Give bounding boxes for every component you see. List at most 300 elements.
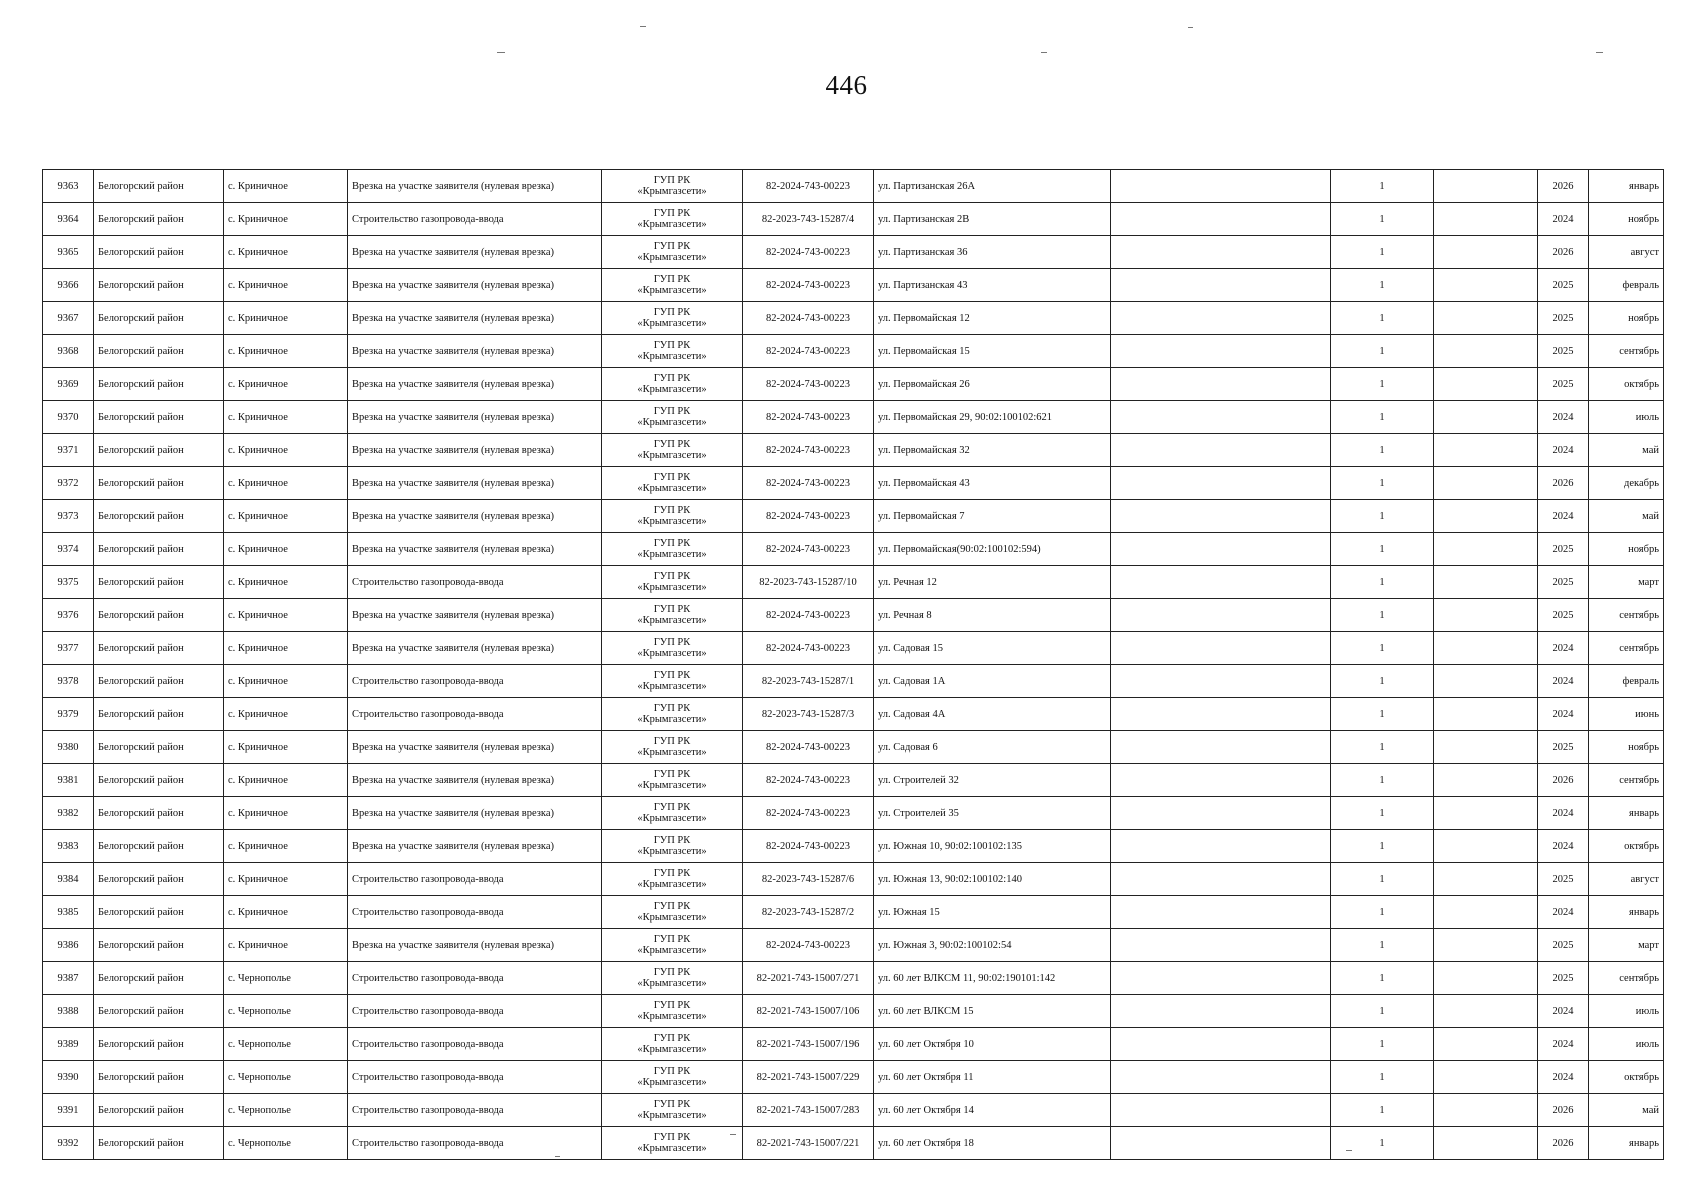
organization-cell bbox=[602, 500, 743, 533]
organization-brand: «Крымгазсети» bbox=[637, 351, 707, 362]
organization-name: ГУП РК bbox=[653, 406, 691, 417]
organization-name: ГУП РК bbox=[653, 538, 691, 549]
month-cell: ноябрь bbox=[1589, 533, 1664, 566]
organization-brand: «Крымгазсети» bbox=[637, 186, 707, 197]
month-cell: август bbox=[1589, 863, 1664, 896]
work-type-cell: Врезка на участке заявителя (нулевая врезка) bbox=[348, 929, 602, 962]
work-type-cell: Строительство газопровода-ввода bbox=[348, 665, 602, 698]
organization-name: ГУП РК bbox=[653, 1000, 691, 1011]
village-cell: с. Криничное bbox=[224, 368, 348, 401]
year-cell: 2025 bbox=[1538, 599, 1589, 632]
address-cell: ул. Первомайская 26 bbox=[874, 368, 1111, 401]
organization-cell bbox=[602, 170, 743, 203]
village-cell: с. Криничное bbox=[224, 236, 348, 269]
month-cell: сентябрь bbox=[1589, 764, 1664, 797]
empty-cell bbox=[1111, 566, 1331, 599]
organization-cell bbox=[602, 599, 743, 632]
organization-brand: «Крымгазсети» bbox=[637, 714, 707, 725]
organization-cell bbox=[602, 401, 743, 434]
empty-cell bbox=[1434, 236, 1538, 269]
row-number: 9376 bbox=[43, 599, 94, 632]
document-number-cell: 82-2023-743-15287/6 bbox=[743, 863, 874, 896]
work-type-cell: Врезка на участке заявителя (нулевая врезка) bbox=[348, 467, 602, 500]
month-cell: июль bbox=[1589, 995, 1664, 1028]
table-row bbox=[43, 698, 1664, 731]
empty-cell bbox=[1434, 302, 1538, 335]
table-row bbox=[43, 764, 1664, 797]
table-row bbox=[43, 335, 1664, 368]
address-cell: ул. Партизанская 36 bbox=[874, 236, 1111, 269]
organization-brand: «Крымгазсети» bbox=[637, 417, 707, 428]
organization-brand: «Крымгазсети» bbox=[637, 681, 707, 692]
address-cell: ул. Первомайская 15 bbox=[874, 335, 1111, 368]
row-number: 9380 bbox=[43, 731, 94, 764]
row-number: 9367 bbox=[43, 302, 94, 335]
row-number: 9378 bbox=[43, 665, 94, 698]
quantity-cell: 1 bbox=[1331, 995, 1434, 1028]
table-row bbox=[43, 1028, 1664, 1061]
work-type-cell: Врезка на участке заявителя (нулевая врезка) bbox=[348, 269, 602, 302]
empty-cell bbox=[1111, 236, 1331, 269]
table-row bbox=[43, 995, 1664, 1028]
organization-name: ГУП РК bbox=[653, 802, 691, 813]
district-cell: Белогорский район bbox=[94, 896, 224, 929]
organization-brand: «Крымгазсети» bbox=[637, 1011, 707, 1022]
row-number: 9371 bbox=[43, 434, 94, 467]
work-type-cell: Строительство газопровода-ввода bbox=[348, 698, 602, 731]
document-number-cell: 82-2023-743-15287/2 bbox=[743, 896, 874, 929]
organization-cell bbox=[602, 698, 743, 731]
table-row bbox=[43, 665, 1664, 698]
scan-speck bbox=[640, 26, 646, 27]
organization-name: ГУП РК bbox=[653, 505, 691, 516]
table-row bbox=[43, 599, 1664, 632]
work-type-cell: Врезка на участке заявителя (нулевая врезка) bbox=[348, 632, 602, 665]
year-cell: 2025 bbox=[1538, 962, 1589, 995]
organization-cell bbox=[602, 1028, 743, 1061]
table-row bbox=[43, 1094, 1664, 1127]
organization-brand: «Крымгазсети» bbox=[637, 648, 707, 659]
empty-cell bbox=[1434, 929, 1538, 962]
organization-cell bbox=[602, 863, 743, 896]
quantity-cell: 1 bbox=[1331, 566, 1434, 599]
district-cell: Белогорский район bbox=[94, 1094, 224, 1127]
organization-brand: «Крымгазсети» bbox=[637, 516, 707, 527]
table-row bbox=[43, 434, 1664, 467]
year-cell: 2025 bbox=[1538, 929, 1589, 962]
address-cell: ул. Партизанская 2В bbox=[874, 203, 1111, 236]
organization-name: ГУП РК bbox=[653, 307, 691, 318]
empty-cell bbox=[1111, 830, 1331, 863]
district-cell: Белогорский район bbox=[94, 731, 224, 764]
organization-cell bbox=[602, 269, 743, 302]
work-type-cell: Врезка на участке заявителя (нулевая врезка) bbox=[348, 401, 602, 434]
month-cell: июль bbox=[1589, 401, 1664, 434]
quantity-cell: 1 bbox=[1331, 665, 1434, 698]
organization-name: ГУП РК bbox=[653, 175, 691, 186]
organization-brand: «Крымгазсети» bbox=[637, 483, 707, 494]
empty-cell bbox=[1111, 500, 1331, 533]
district-cell: Белогорский район bbox=[94, 500, 224, 533]
quantity-cell: 1 bbox=[1331, 533, 1434, 566]
empty-cell bbox=[1111, 434, 1331, 467]
year-cell: 2025 bbox=[1538, 533, 1589, 566]
table-row bbox=[43, 962, 1664, 995]
quantity-cell: 1 bbox=[1331, 500, 1434, 533]
organization-cell bbox=[602, 1061, 743, 1094]
empty-cell bbox=[1111, 731, 1331, 764]
district-cell: Белогорский район bbox=[94, 698, 224, 731]
table-row bbox=[43, 236, 1664, 269]
year-cell: 2024 bbox=[1538, 500, 1589, 533]
address-cell: ул. Первомайская 12 bbox=[874, 302, 1111, 335]
month-cell: ноябрь bbox=[1589, 731, 1664, 764]
quantity-cell: 1 bbox=[1331, 434, 1434, 467]
document-number-cell: 82-2021-743-15007/271 bbox=[743, 962, 874, 995]
district-cell: Белогорский район bbox=[94, 863, 224, 896]
organization-brand: «Крымгазсети» bbox=[637, 549, 707, 560]
work-type-cell: Врезка на участке заявителя (нулевая врезка) bbox=[348, 533, 602, 566]
document-number-cell: 82-2024-743-00223 bbox=[743, 368, 874, 401]
organization-name: ГУП РК bbox=[653, 241, 691, 252]
district-cell: Белогорский район bbox=[94, 236, 224, 269]
table-row bbox=[43, 401, 1664, 434]
district-cell: Белогорский район bbox=[94, 797, 224, 830]
village-cell: с. Криничное bbox=[224, 698, 348, 731]
address-cell: ул. Садовая 4А bbox=[874, 698, 1111, 731]
village-cell: с. Криничное bbox=[224, 896, 348, 929]
village-cell: с. Криничное bbox=[224, 533, 348, 566]
document-number-cell: 82-2024-743-00223 bbox=[743, 830, 874, 863]
work-type-cell: Врезка на участке заявителя (нулевая врезка) bbox=[348, 764, 602, 797]
work-type-cell: Строительство газопровода-ввода bbox=[348, 1127, 602, 1160]
work-type-cell: Строительство газопровода-ввода bbox=[348, 566, 602, 599]
quantity-cell: 1 bbox=[1331, 203, 1434, 236]
row-number: 9388 bbox=[43, 995, 94, 1028]
address-cell: ул. Первомайская 32 bbox=[874, 434, 1111, 467]
month-cell: март bbox=[1589, 929, 1664, 962]
district-cell: Белогорский район bbox=[94, 335, 224, 368]
organization-name: ГУП РК bbox=[653, 835, 691, 846]
district-cell: Белогорский район bbox=[94, 1127, 224, 1160]
empty-cell bbox=[1111, 929, 1331, 962]
row-number: 9363 bbox=[43, 170, 94, 203]
address-cell: ул. Садовая 6 bbox=[874, 731, 1111, 764]
scan-speck bbox=[497, 52, 505, 53]
organization-brand: «Крымгазсети» bbox=[637, 1110, 707, 1121]
organization-brand: «Крымгазсети» bbox=[637, 615, 707, 626]
empty-cell bbox=[1434, 1061, 1538, 1094]
address-cell: ул. Садовая 15 bbox=[874, 632, 1111, 665]
empty-cell bbox=[1111, 863, 1331, 896]
village-cell: с. Криничное bbox=[224, 764, 348, 797]
organization-cell bbox=[602, 1094, 743, 1127]
month-cell: январь bbox=[1589, 1127, 1664, 1160]
quantity-cell: 1 bbox=[1331, 698, 1434, 731]
address-cell: ул. Южная 10, 90:02:100102:135 bbox=[874, 830, 1111, 863]
work-type-cell: Строительство газопровода-ввода bbox=[348, 863, 602, 896]
year-cell: 2024 bbox=[1538, 1028, 1589, 1061]
empty-cell bbox=[1434, 434, 1538, 467]
empty-cell bbox=[1434, 995, 1538, 1028]
row-number: 9369 bbox=[43, 368, 94, 401]
document-number-cell: 82-2024-743-00223 bbox=[743, 269, 874, 302]
organization-name: ГУП РК bbox=[653, 1132, 691, 1143]
district-cell: Белогорский район bbox=[94, 302, 224, 335]
village-cell: с. Криничное bbox=[224, 929, 348, 962]
organization-name: ГУП РК bbox=[653, 703, 691, 714]
work-type-cell: Врезка на участке заявителя (нулевая врезка) bbox=[348, 500, 602, 533]
address-cell: ул. 60 лет Октября 18 bbox=[874, 1127, 1111, 1160]
empty-cell bbox=[1111, 269, 1331, 302]
village-cell: с. Криничное bbox=[224, 599, 348, 632]
month-cell: март bbox=[1589, 566, 1664, 599]
gas-connection-table bbox=[42, 169, 1664, 1160]
quantity-cell: 1 bbox=[1331, 236, 1434, 269]
district-cell: Белогорский район bbox=[94, 665, 224, 698]
work-type-cell: Врезка на участке заявителя (нулевая врезка) bbox=[348, 368, 602, 401]
row-number: 9391 bbox=[43, 1094, 94, 1127]
work-type-cell: Врезка на участке заявителя (нулевая врезка) bbox=[348, 599, 602, 632]
table-row bbox=[43, 302, 1664, 335]
quantity-cell: 1 bbox=[1331, 170, 1434, 203]
organization-brand: «Крымгазсети» bbox=[637, 813, 707, 824]
row-number: 9381 bbox=[43, 764, 94, 797]
empty-cell bbox=[1434, 896, 1538, 929]
month-cell: сентябрь bbox=[1589, 599, 1664, 632]
year-cell: 2026 bbox=[1538, 170, 1589, 203]
empty-cell bbox=[1111, 533, 1331, 566]
month-cell: июнь bbox=[1589, 698, 1664, 731]
document-number-cell: 82-2024-743-00223 bbox=[743, 335, 874, 368]
address-cell: ул. Первомайская 7 bbox=[874, 500, 1111, 533]
quantity-cell: 1 bbox=[1331, 1061, 1434, 1094]
document-number-cell: 82-2024-743-00223 bbox=[743, 731, 874, 764]
year-cell: 2024 bbox=[1538, 995, 1589, 1028]
document-number-cell: 82-2024-743-00223 bbox=[743, 302, 874, 335]
empty-cell bbox=[1434, 665, 1538, 698]
document-number-cell: 82-2024-743-00223 bbox=[743, 533, 874, 566]
row-number: 9383 bbox=[43, 830, 94, 863]
table-row bbox=[43, 731, 1664, 764]
document-number-cell: 82-2024-743-00223 bbox=[743, 236, 874, 269]
row-number: 9372 bbox=[43, 467, 94, 500]
document-number-cell: 82-2021-743-15007/221 bbox=[743, 1127, 874, 1160]
organization-name: ГУП РК bbox=[653, 439, 691, 450]
quantity-cell: 1 bbox=[1331, 335, 1434, 368]
empty-cell bbox=[1111, 698, 1331, 731]
organization-cell bbox=[602, 896, 743, 929]
organization-brand: «Крымгазсети» bbox=[637, 219, 707, 230]
quantity-cell: 1 bbox=[1331, 731, 1434, 764]
quantity-cell: 1 bbox=[1331, 269, 1434, 302]
address-cell: ул. Речная 12 bbox=[874, 566, 1111, 599]
quantity-cell: 1 bbox=[1331, 1127, 1434, 1160]
organization-name: ГУП РК bbox=[653, 934, 691, 945]
empty-cell bbox=[1434, 170, 1538, 203]
document-number-cell: 82-2021-743-15007/229 bbox=[743, 1061, 874, 1094]
month-cell: январь bbox=[1589, 896, 1664, 929]
work-type-cell: Врезка на участке заявителя (нулевая врезка) bbox=[348, 830, 602, 863]
organization-name: ГУП РК bbox=[653, 571, 691, 582]
address-cell: ул. 60 лет ВЛКСМ 11, 90:02:190101:142 bbox=[874, 962, 1111, 995]
empty-cell bbox=[1434, 500, 1538, 533]
scan-speck bbox=[730, 1134, 736, 1135]
organization-cell bbox=[602, 434, 743, 467]
organization-cell bbox=[602, 368, 743, 401]
quantity-cell: 1 bbox=[1331, 1094, 1434, 1127]
year-cell: 2025 bbox=[1538, 269, 1589, 302]
document-number-cell: 82-2024-743-00223 bbox=[743, 599, 874, 632]
quantity-cell: 1 bbox=[1331, 962, 1434, 995]
organization-name: ГУП РК bbox=[653, 604, 691, 615]
organization-cell bbox=[602, 632, 743, 665]
organization-name: ГУП РК bbox=[653, 1066, 691, 1077]
village-cell: с. Криничное bbox=[224, 467, 348, 500]
quantity-cell: 1 bbox=[1331, 302, 1434, 335]
row-number: 9370 bbox=[43, 401, 94, 434]
year-cell: 2025 bbox=[1538, 335, 1589, 368]
district-cell: Белогорский район bbox=[94, 170, 224, 203]
empty-cell bbox=[1434, 467, 1538, 500]
organization-cell bbox=[602, 467, 743, 500]
empty-cell bbox=[1111, 599, 1331, 632]
month-cell: сентябрь bbox=[1589, 962, 1664, 995]
organization-cell bbox=[602, 797, 743, 830]
district-cell: Белогорский район bbox=[94, 1061, 224, 1094]
address-cell: ул. 60 лет Октября 11 bbox=[874, 1061, 1111, 1094]
row-number: 9387 bbox=[43, 962, 94, 995]
row-number: 9392 bbox=[43, 1127, 94, 1160]
month-cell: ноябрь bbox=[1589, 302, 1664, 335]
address-cell: ул. Садовая 1А bbox=[874, 665, 1111, 698]
table-row bbox=[43, 500, 1664, 533]
empty-cell bbox=[1111, 335, 1331, 368]
village-cell: с. Чернополье bbox=[224, 1028, 348, 1061]
quantity-cell: 1 bbox=[1331, 929, 1434, 962]
row-number: 9374 bbox=[43, 533, 94, 566]
organization-cell bbox=[602, 764, 743, 797]
row-number: 9364 bbox=[43, 203, 94, 236]
month-cell: февраль bbox=[1589, 665, 1664, 698]
scan-speck bbox=[1346, 1150, 1352, 1151]
table-row bbox=[43, 1061, 1664, 1094]
organization-brand: «Крымгазсети» bbox=[637, 780, 707, 791]
district-cell: Белогорский район bbox=[94, 566, 224, 599]
organization-brand: «Крымгазсети» bbox=[637, 1143, 707, 1154]
organization-brand: «Крымгазсети» bbox=[637, 747, 707, 758]
year-cell: 2024 bbox=[1538, 830, 1589, 863]
month-cell: май bbox=[1589, 1094, 1664, 1127]
empty-cell bbox=[1434, 566, 1538, 599]
empty-cell bbox=[1111, 665, 1331, 698]
village-cell: с. Криничное bbox=[224, 863, 348, 896]
table-row bbox=[43, 566, 1664, 599]
year-cell: 2024 bbox=[1538, 203, 1589, 236]
village-cell: с. Чернополье bbox=[224, 995, 348, 1028]
empty-cell bbox=[1111, 1028, 1331, 1061]
table-row bbox=[43, 929, 1664, 962]
document-number-cell: 82-2024-743-00223 bbox=[743, 632, 874, 665]
work-type-cell: Строительство газопровода-ввода bbox=[348, 962, 602, 995]
district-cell: Белогорский район bbox=[94, 401, 224, 434]
empty-cell bbox=[1434, 632, 1538, 665]
village-cell: с. Криничное bbox=[224, 401, 348, 434]
year-cell: 2024 bbox=[1538, 797, 1589, 830]
organization-cell bbox=[602, 962, 743, 995]
quantity-cell: 1 bbox=[1331, 1028, 1434, 1061]
organization-brand: «Крымгазсети» bbox=[637, 1077, 707, 1088]
organization-cell bbox=[602, 302, 743, 335]
empty-cell bbox=[1111, 203, 1331, 236]
village-cell: с. Криничное bbox=[224, 500, 348, 533]
work-type-cell: Врезка на участке заявителя (нулевая врезка) bbox=[348, 335, 602, 368]
organization-name: ГУП РК bbox=[653, 274, 691, 285]
scan-speck bbox=[555, 1156, 560, 1157]
work-type-cell: Строительство газопровода-ввода bbox=[348, 995, 602, 1028]
empty-cell bbox=[1111, 1094, 1331, 1127]
organization-name: ГУП РК bbox=[653, 208, 691, 219]
quantity-cell: 1 bbox=[1331, 632, 1434, 665]
empty-cell bbox=[1111, 401, 1331, 434]
row-number: 9373 bbox=[43, 500, 94, 533]
row-number: 9390 bbox=[43, 1061, 94, 1094]
empty-cell bbox=[1111, 170, 1331, 203]
table-row bbox=[43, 1127, 1664, 1160]
document-number-cell: 82-2023-743-15287/3 bbox=[743, 698, 874, 731]
organization-brand: «Крымгазсети» bbox=[637, 1044, 707, 1055]
empty-cell bbox=[1434, 335, 1538, 368]
district-cell: Белогорский район bbox=[94, 269, 224, 302]
empty-cell bbox=[1111, 1061, 1331, 1094]
empty-cell bbox=[1434, 368, 1538, 401]
organization-brand: «Крымгазсети» bbox=[637, 846, 707, 857]
year-cell: 2024 bbox=[1538, 698, 1589, 731]
organization-name: ГУП РК bbox=[653, 901, 691, 912]
organization-brand: «Крымгазсети» bbox=[637, 978, 707, 989]
organization-brand: «Крымгазсети» bbox=[637, 285, 707, 296]
empty-cell bbox=[1434, 269, 1538, 302]
organization-cell bbox=[602, 533, 743, 566]
district-cell: Белогорский район bbox=[94, 467, 224, 500]
district-cell: Белогорский район bbox=[94, 995, 224, 1028]
empty-cell bbox=[1111, 368, 1331, 401]
address-cell: ул. 60 лет Октября 10 bbox=[874, 1028, 1111, 1061]
village-cell: с. Криничное bbox=[224, 797, 348, 830]
month-cell: октябрь bbox=[1589, 830, 1664, 863]
table-row bbox=[43, 632, 1664, 665]
year-cell: 2026 bbox=[1538, 467, 1589, 500]
organization-brand: «Крымгазсети» bbox=[637, 912, 707, 923]
village-cell: с. Криничное bbox=[224, 335, 348, 368]
organization-brand: «Крымгазсети» bbox=[637, 879, 707, 890]
quantity-cell: 1 bbox=[1331, 863, 1434, 896]
organization-cell bbox=[602, 203, 743, 236]
document-number-cell: 82-2023-743-15287/4 bbox=[743, 203, 874, 236]
empty-cell bbox=[1434, 962, 1538, 995]
organization-cell bbox=[602, 995, 743, 1028]
table-row bbox=[43, 863, 1664, 896]
village-cell: с. Криничное bbox=[224, 665, 348, 698]
year-cell: 2026 bbox=[1538, 1094, 1589, 1127]
document-number-cell: 82-2021-743-15007/196 bbox=[743, 1028, 874, 1061]
table-row bbox=[43, 467, 1664, 500]
empty-cell bbox=[1111, 797, 1331, 830]
row-number: 9375 bbox=[43, 566, 94, 599]
work-type-cell: Строительство газопровода-ввода bbox=[348, 1094, 602, 1127]
scan-speck bbox=[1188, 27, 1193, 28]
scan-speck bbox=[1041, 52, 1047, 53]
